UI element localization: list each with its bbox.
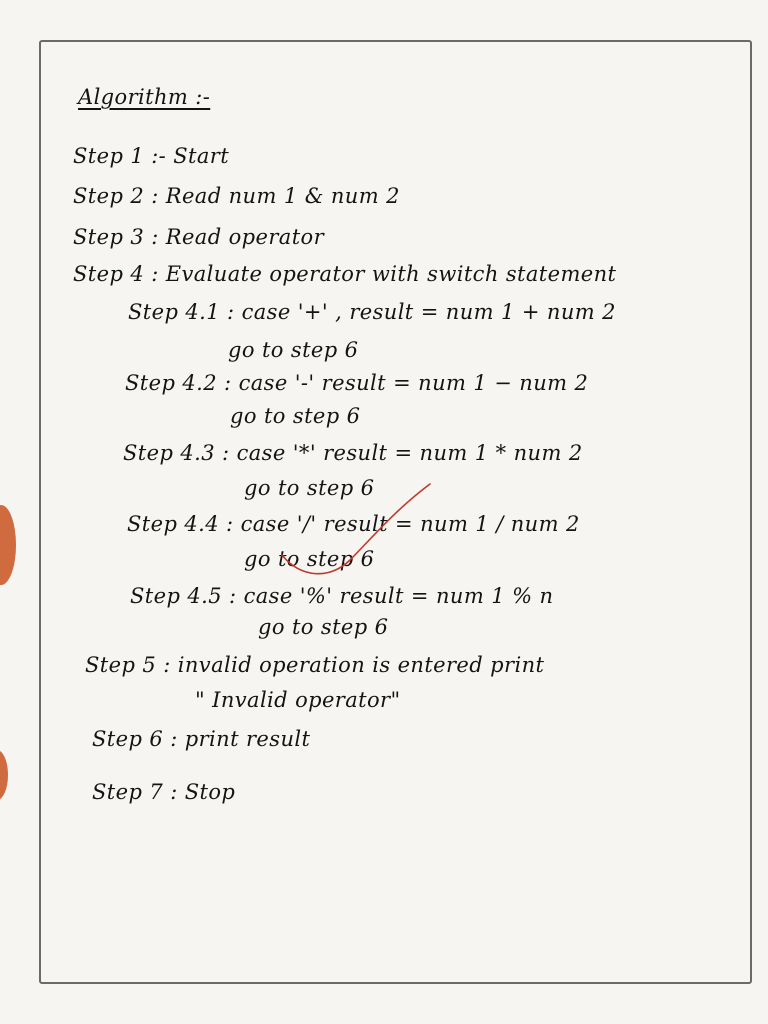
step-4-2-line: Step 4.2 : case '-' result = num 1 − num 2	[125, 371, 589, 395]
step-4-5-line: Step 4.5 : case '%' result = num 1 % n	[130, 584, 554, 608]
step-4-5-goto: go to step 6	[258, 615, 389, 639]
step-5-continuation: " Invalid operator"	[195, 688, 401, 712]
finger	[0, 505, 16, 585]
step-4-4-line: Step 4.4 : case '/' result = num 1 / num 2	[127, 512, 580, 536]
step-5-line: Step 5 : invalid operation is entered print	[85, 653, 545, 677]
finger	[0, 750, 8, 800]
step-4-3-goto: go to step 6	[244, 476, 375, 500]
step-4-line: Step 4 : Evaluate operator with switch statement	[73, 262, 617, 286]
step-7-line: Step 7 : Stop	[92, 780, 236, 804]
step-4-1-goto: go to step 6	[228, 338, 359, 362]
step-4-3-line: Step 4.3 : case '*' result = num 1 * num 2	[123, 441, 583, 465]
step-6-line: Step 6 : print result	[92, 727, 311, 751]
step-4-4-goto: go to step 6	[244, 547, 375, 571]
step-4-1-line: Step 4.1 : case '+' , result = num 1 + num 2	[128, 300, 616, 324]
step-2-line: Step 2 : Read num 1 & num 2	[73, 184, 400, 208]
step-1-line: Step 1 :- Start	[73, 144, 230, 168]
algorithm-heading: Algorithm :-	[78, 85, 211, 109]
step-4-2-goto: go to step 6	[230, 404, 361, 428]
step-3-line: Step 3 : Read operator	[73, 225, 325, 249]
